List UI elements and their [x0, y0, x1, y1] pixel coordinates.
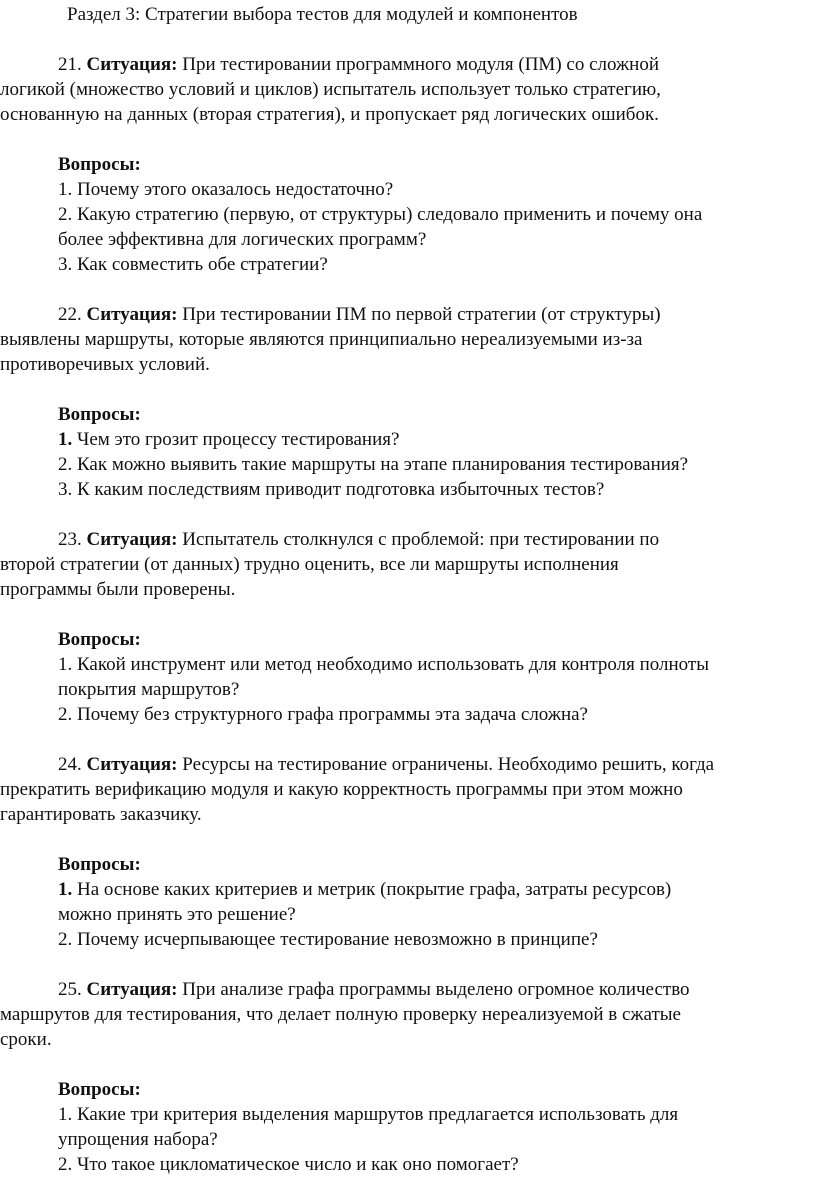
- situation-24-first-line: [58, 752, 714, 777]
- questions-label: Вопросы:: [58, 154, 141, 175]
- questions-heading: [58, 1077, 141, 1102]
- questions-label: Вопросы:: [58, 1079, 141, 1100]
- question-text: Почему исчерпывающее тестирование невозможно в принципе?: [77, 929, 598, 950]
- question-number: 1.: [58, 879, 73, 900]
- situation-25-first-line: [58, 977, 690, 1002]
- situation-23-first-line: [58, 527, 659, 552]
- question-continuation: более эффективна для логических программ?: [58, 229, 427, 250]
- questions-heading: [58, 402, 141, 427]
- question-item: [58, 927, 598, 952]
- section-title: Раздел 3: Стратегии выбора тестов для модулей и компонентов: [67, 4, 578, 25]
- situation-24-line: прекратить верификацию модуля и какую корректность программы при этом можно: [0, 779, 683, 800]
- situation-label: Ситуация:: [86, 979, 178, 1000]
- questions-heading: [58, 152, 141, 177]
- question-text: Как можно выявить такие маршруты на этапе планирования тестирования?: [77, 454, 689, 475]
- question-text: Какой инструмент или метод необходимо использовать для контроля полноты: [77, 654, 710, 675]
- situation-23-line: второй стратегии (от данных) трудно оценить, все ли маршруты исполнения: [0, 554, 619, 575]
- question-number: 2.: [58, 704, 73, 725]
- questions-heading: [58, 627, 141, 652]
- question-number: 1.: [58, 179, 73, 200]
- question-number: 3.: [58, 479, 73, 500]
- situation-text: Ресурсы на тестирование ограничены. Необходимо решить, когда: [182, 754, 715, 775]
- situation-21-line: логикой (множество условий и циклов) испытатель использует только стратегию,: [0, 79, 661, 100]
- question-text: Почему без структурного графа программы эта задача сложна?: [77, 704, 588, 725]
- question-number: 2.: [58, 454, 73, 475]
- situation-number: 25.: [58, 979, 82, 1000]
- situation-25-line: маршрутов для тестирования, что делает полную проверку нереализуемой в сжатые: [0, 1004, 681, 1025]
- situation-text: Испытатель столкнулся с проблемой: при тестировании по: [182, 529, 660, 550]
- question-number: 3.: [58, 254, 73, 275]
- question-item: [58, 877, 671, 902]
- question-item: [58, 252, 328, 277]
- question-item: [58, 177, 393, 202]
- question-text: Что такое цикломатическое число и как оно помогает?: [77, 1154, 519, 1175]
- question-item: [58, 652, 709, 677]
- question-continuation: можно принять это решение?: [58, 904, 296, 925]
- situation-22-line: выявлены маршруты, которые являются принципиально нереализуемыми из-за: [0, 329, 643, 350]
- situation-label: Ситуация:: [86, 529, 178, 550]
- question-text: Чем это грозит процессу тестирования?: [77, 429, 400, 450]
- question-text: Какие три критерия выделения маршрутов предлагается использовать для: [77, 1104, 679, 1125]
- situation-22-line: противоречивых условий.: [0, 354, 210, 375]
- situation-text: При тестировании программного модуля (ПМ) со сложной: [182, 54, 659, 75]
- question-number: 2.: [58, 204, 73, 225]
- situation-23-line: программы были проверены.: [0, 579, 236, 600]
- question-number: 1.: [58, 429, 73, 450]
- questions-label: Вопросы:: [58, 629, 141, 650]
- situation-25-line: сроки.: [0, 1029, 52, 1050]
- question-continuation: покрытия маршрутов?: [58, 679, 240, 700]
- situation-number: 21.: [58, 54, 82, 75]
- question-text: Какую стратегию (первую, от структуры) следовало применить и почему она: [77, 204, 703, 225]
- situation-text: При тестировании ПМ по первой стратегии (от структуры): [182, 304, 661, 325]
- situation-label: Ситуация:: [86, 304, 178, 325]
- situation-21-line: основанную на данных (вторая стратегия), и пропускает ряд логических ошибок.: [0, 104, 659, 125]
- question-text: К каким последствиям приводит подготовка избыточных тестов?: [77, 479, 605, 500]
- questions-label: Вопросы:: [58, 854, 141, 875]
- situation-number: 22.: [58, 304, 82, 325]
- question-number: 1.: [58, 1104, 73, 1125]
- situation-text: При анализе графа программы выделено огромное количество: [182, 979, 690, 1000]
- situation-21-first-line: [58, 52, 659, 77]
- question-item: [58, 202, 702, 227]
- question-continuation: упрощения набора?: [58, 1129, 218, 1150]
- question-item: [58, 1102, 678, 1127]
- question-number: 2.: [58, 929, 73, 950]
- question-text: Почему этого оказалось недостаточно?: [77, 179, 394, 200]
- questions-label: Вопросы:: [58, 404, 141, 425]
- situation-24-line: гарантировать заказчику.: [0, 804, 202, 825]
- question-item: [58, 477, 604, 502]
- question-number: 1.: [58, 654, 73, 675]
- question-item: [58, 452, 688, 477]
- situation-label: Ситуация:: [86, 754, 178, 775]
- question-text: На основе каких критериев и метрик (покрытие графа, затраты ресурсов): [77, 879, 672, 900]
- question-item: [58, 1152, 519, 1177]
- question-item: [58, 427, 399, 452]
- situation-label: Ситуация:: [86, 54, 178, 75]
- situation-number: 23.: [58, 529, 82, 550]
- questions-heading: [58, 852, 141, 877]
- question-text: Как совместить обе стратегии?: [77, 254, 328, 275]
- question-item: [58, 702, 588, 727]
- situation-number: 24.: [58, 754, 82, 775]
- situation-22-first-line: [58, 302, 661, 327]
- question-number: 2.: [58, 1154, 73, 1175]
